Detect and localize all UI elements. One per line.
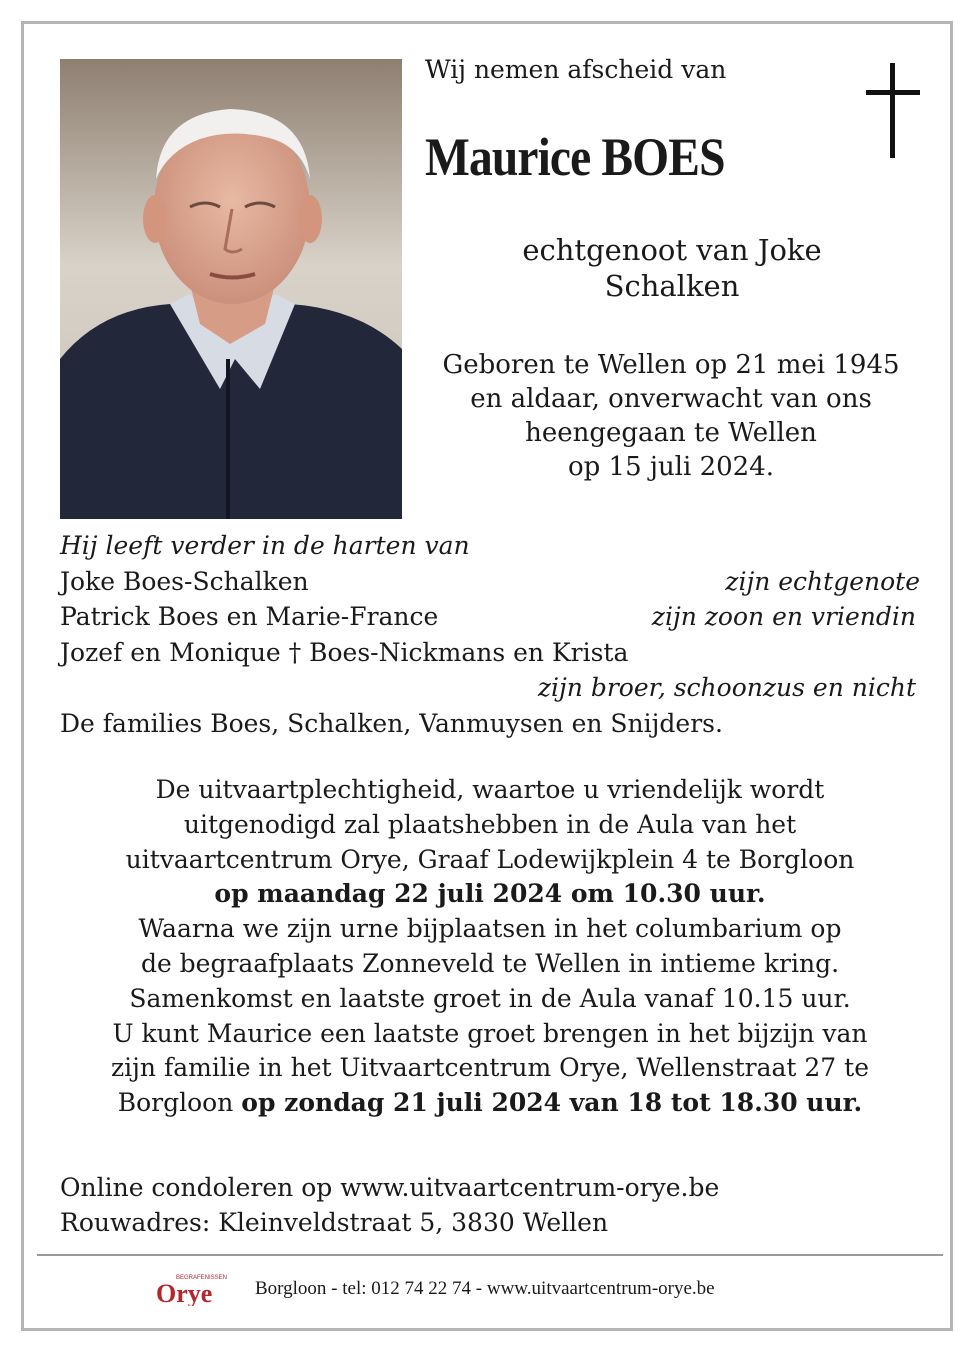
- birth-line: en aldaar, onverwacht van ons: [470, 384, 872, 414]
- logo-text: Orye: [156, 1279, 213, 1306]
- relative-name: Joke Boes-Schalken: [60, 566, 309, 596]
- birth-line: heengegaan te Wellen: [525, 418, 817, 448]
- birth-line: op 15 juli 2024.: [567, 452, 775, 482]
- ceremony-line: Waarna we zijn urne bijplaatsen in het columbarium op: [138, 914, 842, 944]
- relation-label: zijn broer, schoonzus en nicht: [537, 673, 916, 702]
- ceremony-line: U kunt Maurice een laatste groet brengen in het bijzijn van: [112, 1018, 868, 1048]
- visitation-date: op zondag 21 juli 2024 van 18 tot 18.30 uur.: [241, 1088, 863, 1118]
- intro-text: Wij nemen afscheid van: [425, 55, 727, 84]
- contact-info: [60, 1170, 719, 1240]
- birth-line: Geboren te Wellen op 21 mei 1945: [442, 350, 900, 380]
- spouse-line-2: Schalken: [604, 269, 740, 303]
- families-line: De families Boes, Schalken, Vanmuysen en Snijders.: [60, 708, 723, 738]
- logo-small-text: BEGRAFENISSEN: [176, 1275, 228, 1281]
- ceremony-line: de begraafplaats Zonneveld te Wellen in intieme kring.: [140, 948, 840, 978]
- list-item: [60, 599, 920, 635]
- ceremony-line: uitgenodigd zal plaatshebben in de Aula van het: [183, 809, 797, 839]
- ceremony-line: De uitvaartplechtigheid, waartoe u vriendelijk wordt: [155, 775, 825, 804]
- relative-name: Patrick Boes en Marie-France: [60, 602, 439, 631]
- ceremony-line: [40, 1086, 940, 1121]
- online-condolence: Online condoleren op www.uitvaartcentrum-orye.be: [60, 1173, 720, 1202]
- birth-death-text: [422, 348, 920, 484]
- deceased-name: Maurice BOES: [425, 127, 725, 187]
- footer: [150, 1272, 870, 1306]
- ceremony-line: Samenkomst en laatste groet in de Aula vanaf 10.15 uur.: [129, 983, 851, 1013]
- survived-lead: Hij leeft verder in de harten van: [60, 531, 470, 560]
- ceremony-line: uitvaartcentrum Orye, Graaf Lodewijkplein 4 te Borgloon: [125, 844, 855, 874]
- footer-text: Borgloon - tel: 012 74 22 74 - www.uitvaartcentrum-orye.be: [255, 1278, 715, 1299]
- list-item: [60, 564, 920, 600]
- relation-label: zijn echtgenote: [725, 566, 920, 596]
- survived-by-list: [60, 528, 920, 741]
- mourning-address: Rouwadres: Kleinveldstraat 5, 3830 Wellen: [60, 1208, 609, 1237]
- spouse-text: [432, 232, 912, 304]
- ceremony-line: [40, 877, 940, 912]
- cross-icon: [866, 63, 920, 158]
- spouse-line-1: echtgenoot van Joke: [522, 233, 822, 267]
- orye-logo: [154, 1272, 234, 1306]
- relative-name: Jozef en Monique † Boes-Nickmans en Krista: [60, 637, 629, 667]
- footer-divider: [37, 1254, 943, 1256]
- relation-label: zijn zoon en vriendin: [651, 602, 916, 631]
- list-item: [60, 635, 920, 671]
- ceremony-text: [40, 773, 940, 1121]
- portrait-photo: [60, 59, 402, 519]
- ceremony-line: zijn familie in het Uitvaartcentrum Orye, Wellenstraat 27 te: [110, 1053, 869, 1083]
- ceremony-date: op maandag 22 juli 2024 om 10.30 uur.: [214, 879, 766, 909]
- ceremony-place: Borgloon: [117, 1088, 242, 1118]
